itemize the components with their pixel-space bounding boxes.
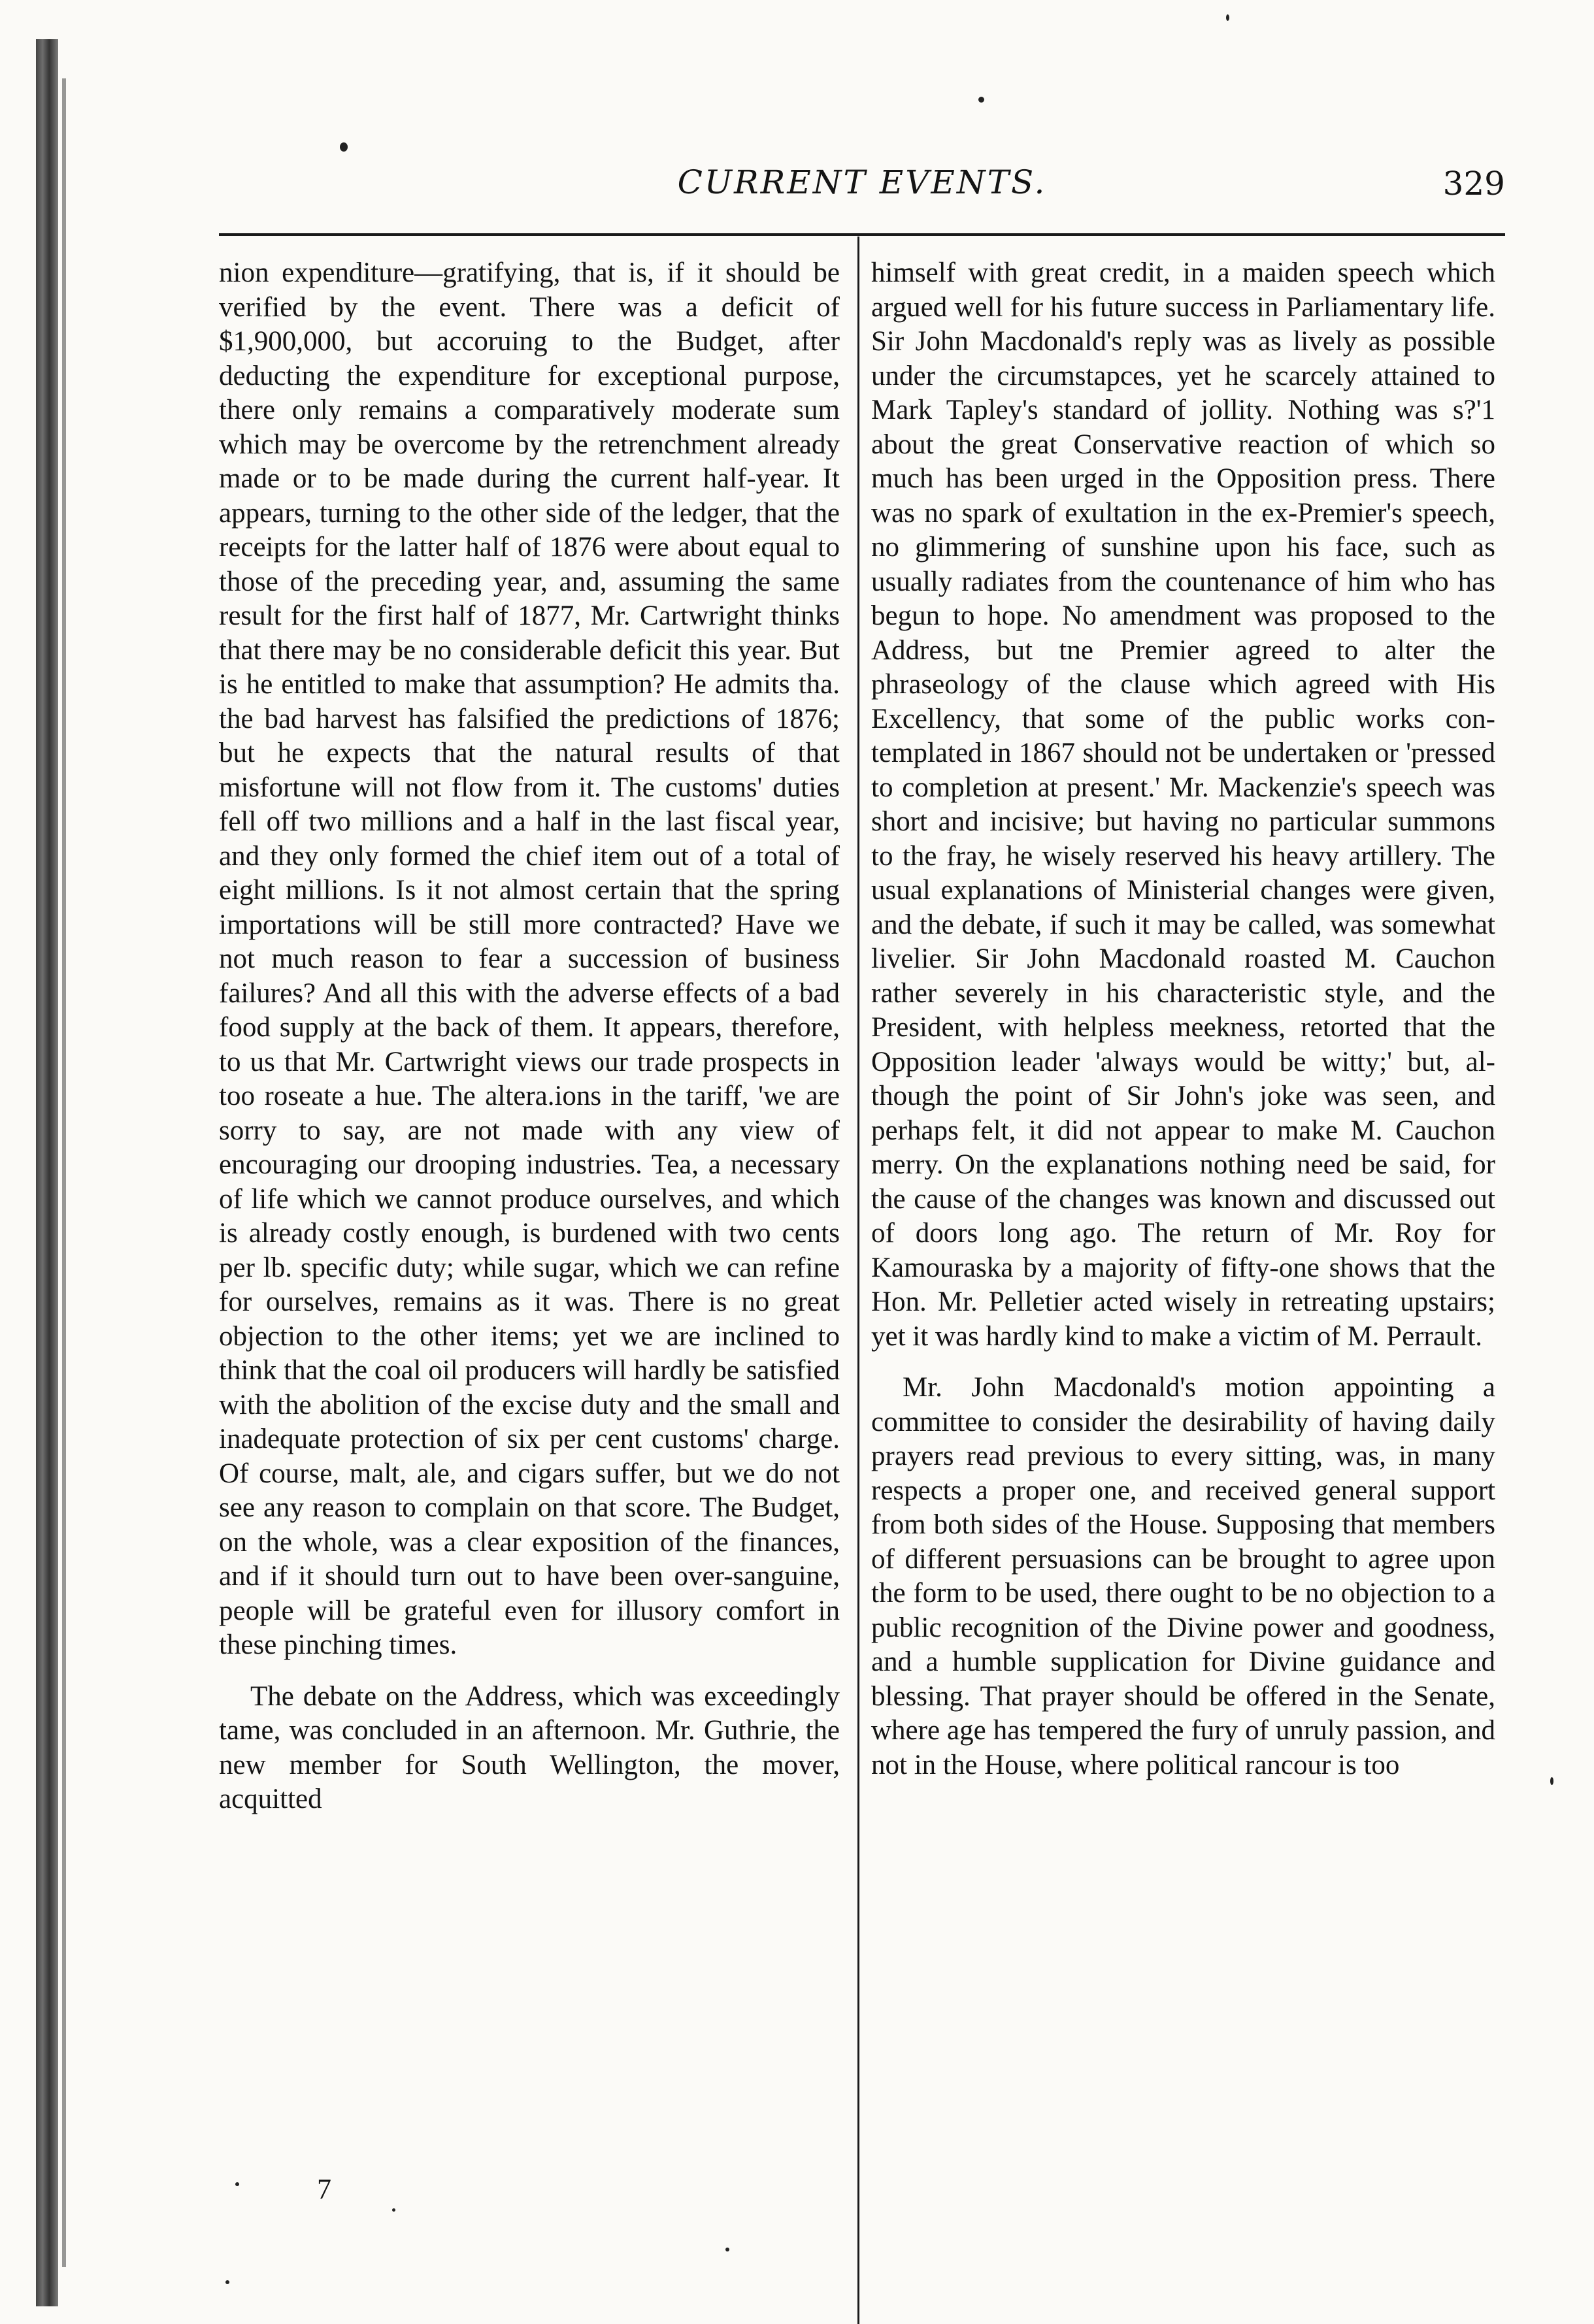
ink-speck xyxy=(235,2182,239,2186)
ink-speck xyxy=(1226,14,1229,21)
paragraph: The debate on the Address, which was exceedingly tame, was concluded in an afternoon. Mr. Guthrie, the new member for South Wellington, the mover, acquitted xyxy=(219,1680,840,1814)
column-divider xyxy=(857,237,859,2324)
ink-speck xyxy=(392,2208,395,2212)
left-column xyxy=(219,256,840,1817)
ink-speck xyxy=(725,2248,729,2251)
right-column xyxy=(871,256,1495,1782)
page-binding-edge xyxy=(36,39,58,2306)
signature-mark: 7 xyxy=(317,2173,331,2205)
ink-speck xyxy=(1550,1777,1553,1785)
paragraph: himself with great credit, in a maiden speech which argued well for his future success in Parliamentary life. Sir John Macdonald's reply was as lively as possible under the circumstapces, yet he scarcely attained to Mark Tapley's standard of jollity. Nothing was s?'1 about the great Conservative reaction of which so much has been urged in the Opposition press. There was no spark of exultation in the ex-Premier's speech, no glimmering of sunshine upon his face, such as usually radiates from the countenance of him who has begun to hope. No amendment was proposed to the Address, but tne Premier agreed to alter the phraseology of the clause which agreed with His Excellency, that some of the public works contemplated in 1867 should not be undertaken or 'pressed to completion at present.' Mr. Mackenzie's speech was short and incisive; but having no particular summons to the fray, he wisely reserved his heavy artillery. The usual explanations of Ministerial changes were given, and the debate, if such it may be called, was somewhat livelier. Sir John Macdonald roasted M. Cauchon rather severely in his characteristic style, and the President, with helpless meekness, retorted that the Opposition leader 'always would be witty;' but, although the point of Sir John's joke was seen, and perhaps felt, it did not appear to make M. Cauchon merry. On the explanations nothing need be said, for the cause of the changes was known and discussed out of doors long ago. The return of Mr. Roy for Kamouraska by a majority of fifty-one shows that the Hon. Mr. Pelletier acted wisely in retreating upstairs; yet it was hardly kind to make a victim of M. Perrault. xyxy=(871,257,1495,1352)
ink-speck xyxy=(978,97,984,103)
page-header xyxy=(219,163,1505,229)
ink-speck xyxy=(340,142,348,152)
paragraph: nion expenditure—gratifying, that is, if it should be verified by the event. There was a deficit of $1,900,000, but accoruing to the Budget, after deducting the expenditure for exceptional purpose, there only remains a comparatively moderate sum which may be overcome by the retrenchment already made or to be made during the current half-year. It appears, turning to the other side of the ledger, that the receipts for the latter half of 1876 were about equal to those of the preceding year, and, assuming the same result for the first half of 1877, Mr. Cartwright thinks that there may be no considerable deficit this year. But is he entitled to make that assumption? He admits tha. the bad harvest has falsified the predictions of 1876; but he expects that the natural results of that misfortune will not flow from it. The customs' duties fell off two millions and a half in the last fiscal year, and they only formed the chief item out of a total of eight millions. Is it not almost certain that the spring importations will be still more contracted? Have we not much reason to fear a succession of business failures? And all this with the adverse effects of a bad food supply at the back of them. It appears, therefore, to us that Mr. Cartwright views our trade prospects in too roseate a hue. The altera.ions in the tariff, 'we are sorry to say, are not made with any view of encouraging our drooping industries. Tea, a necessary of life which we cannot produce ourselves, and which is already costly enough, is burdened with two cents per lb. specific duty; while sugar, which we can refine for ourselves, remains as it was. There is no great objection to the other items; yet we are inclined to think that the coal oil producers will hardly be satisfied with the abolition of the excise duty and the small and inadequate protection of six per cent customs' charge. Of course, malt, ale, and cigars suffer, but we do not see any reason to complain on that score. The Budget, on the whole, was a clear exposition of the finances, and if it should turn out to have been over-sanguine, people will be grateful even for illusory comfort in these pinching times. xyxy=(219,257,840,1660)
page-number: 329 xyxy=(1442,165,1505,203)
ink-speck xyxy=(225,2280,229,2284)
paragraph: Mr. John Macdonald's motion appointing a committee to consider the desirability of having daily prayers read previous to every sitting, was, in many respects a proper one, and received general support from both sides of the House. Supposing that members of different persuasions can be brought to agree upon the form to be used, there ought to be no objection to a public recognition of the Divine power and goodness, and a humble supplication for Divine guidance and blessing. That prayer should be offered in the Senate, where age has tempered the fury of unruly passion, and not in the House, where political rancour is too xyxy=(871,1372,1495,1780)
page-binding-shadow xyxy=(62,78,66,2267)
running-title: CURRENT EVENTS. xyxy=(677,163,1047,201)
header-rule xyxy=(219,233,1505,236)
